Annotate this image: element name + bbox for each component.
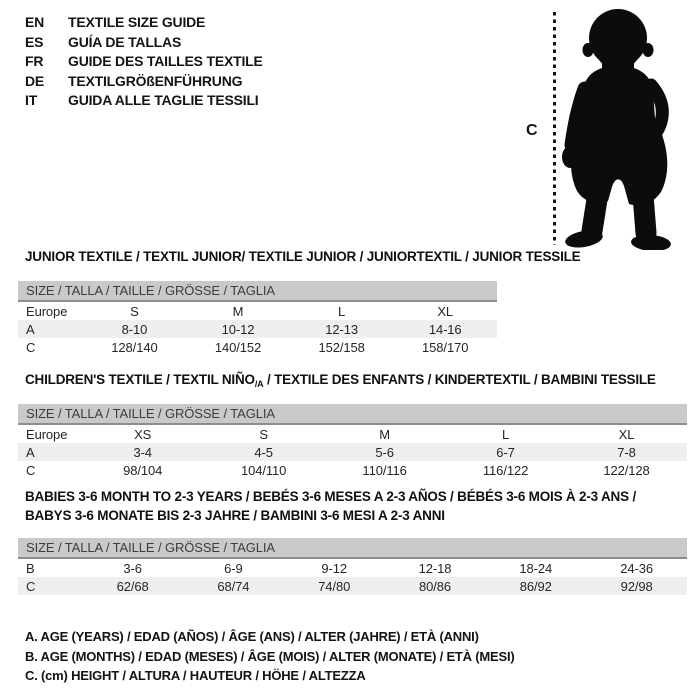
size-cell: 7-8: [566, 443, 687, 461]
size-cell: 104/110: [240, 462, 287, 478]
size-cell: 6-7: [445, 443, 566, 461]
size-cell: 12-13: [290, 320, 394, 338]
row-label: B: [26, 560, 35, 576]
lang-label: GUÍA DE TALLAS: [68, 33, 182, 50]
size-cell: 92/98: [586, 577, 687, 595]
table-row: [18, 577, 687, 595]
lang-row-fr: [25, 52, 263, 72]
size-cell: XL: [618, 426, 635, 442]
footnote-age-months: B. AGE (MONTHS) / EDAD (MESES) / ÂGE (MOIS) / ALTER (MONATE) / ETÀ (MESI): [25, 648, 515, 664]
lang-code: ES: [25, 33, 44, 50]
size-header-bar: SIZE / TALLA / TAILLE / GRÖSSE / TAGLIA: [18, 538, 687, 558]
table-row: [18, 338, 497, 356]
lang-row-it: [25, 91, 263, 111]
footnote-age-years: A. AGE (YEARS) / EDAD (AÑOS) / ÂGE (ANS) / ALTER (JAHRE) / ETÀ (ANNI): [25, 629, 479, 644]
size-cell: 110/116: [362, 462, 407, 478]
children-title-text: / TEXTILE DES ENFANTS / KINDERTEXTIL / BAMBINI TESSILE: [263, 372, 656, 387]
size-cell: 62/68: [82, 577, 183, 595]
children-size-table: [18, 404, 687, 479]
size-cell: M: [232, 303, 244, 319]
lang-row-es: [25, 33, 263, 53]
baby-silhouette-icon: [555, 5, 695, 250]
row-label: A: [18, 320, 83, 338]
size-cell: 9-12: [321, 560, 347, 576]
size-header-bar: SIZE / TALLA / TAILLE / GRÖSSE / TAGLIA: [18, 404, 687, 424]
size-header-bar: SIZE / TALLA / TAILLE / GRÖSSE / TAGLIA: [18, 281, 497, 301]
babies-title-line2: BABYS 3-6 MONATE BIS 2-3 JAHRE / BAMBINI 3-6 MESI A 2-3 ANNI: [25, 508, 445, 523]
lang-label: TEXTILGRÖßENFÜHRUNG: [68, 72, 243, 89]
babies-section-title: [25, 487, 636, 525]
size-cell: M: [379, 426, 390, 442]
size-cell: 12-18: [418, 560, 452, 576]
children-title-sub: /A: [254, 379, 264, 389]
size-cell: XS: [134, 426, 152, 442]
size-cell: 3-6: [123, 560, 142, 576]
table-row: [18, 424, 687, 443]
table-row: [18, 301, 497, 320]
footnote-height-cm: C. (cm) HEIGHT / ALTURA / HAUTEUR / HÖHE / ALTEZZA: [25, 668, 366, 683]
table-row: [18, 443, 687, 461]
size-cell: 140/152: [214, 339, 262, 355]
size-cell: S: [259, 426, 268, 442]
size-cell: 3-4: [82, 443, 203, 461]
size-cell: 98/104: [123, 462, 163, 478]
lang-label: GUIDA ALLE TAGLIE TESSILI: [68, 92, 259, 108]
row-label: C: [18, 577, 82, 595]
row-label: C: [26, 462, 36, 478]
babies-title-line1: BABIES 3-6 MONTH TO 2-3 YEARS / BEBÉS 3-6 MESES A 2-3 AÑOS / BÉBÉS 3-6 MOIS À 2-3 ANS /: [25, 489, 636, 504]
size-cell: 5-6: [324, 443, 445, 461]
size-cell: L: [501, 426, 510, 442]
size-cell: 14-16: [393, 320, 497, 338]
junior-size-table: [18, 281, 497, 356]
junior-section-title: JUNIOR TEXTILE / TEXTIL JUNIOR/ TEXTILE JUNIOR / JUNIORTEXTIL / JUNIOR TESSILE: [25, 249, 581, 264]
lang-code: FR: [25, 53, 44, 69]
size-cell: S: [130, 303, 139, 319]
children-section-title: [25, 372, 656, 389]
footnotes: [25, 627, 515, 686]
height-measure-label: C: [526, 122, 538, 139]
size-cell: L: [338, 303, 346, 319]
size-cell: 68/74: [183, 577, 284, 595]
lang-code: IT: [25, 92, 38, 108]
row-label: C: [26, 339, 36, 355]
size-cell: 86/92: [485, 577, 586, 595]
size-cell: 10-12: [186, 320, 290, 338]
table-row: [18, 320, 497, 338]
size-cell: 152/158: [318, 339, 365, 355]
size-cell: 122/128: [603, 462, 650, 478]
language-header: [25, 13, 263, 111]
table-row: [18, 558, 687, 577]
size-cell: 158/170: [422, 339, 469, 355]
lang-label: GUIDE DES TAILLES TEXTILE: [68, 53, 263, 69]
lang-label: TEXTILE SIZE GUIDE: [68, 14, 206, 30]
size-cell: 4-5: [203, 443, 324, 461]
lang-row-de: [25, 72, 263, 92]
size-cell: 18-24: [519, 560, 553, 576]
size-cell: 128/140: [111, 339, 158, 355]
row-label: Europe: [26, 426, 68, 442]
size-cell: 8-10: [83, 320, 187, 338]
lang-code: EN: [25, 14, 45, 30]
row-label: A: [18, 443, 82, 461]
children-title-text: CHILDREN'S TEXTILE / TEXTIL NIÑO: [25, 372, 255, 387]
size-cell: 24-36: [620, 560, 653, 576]
lang-code: DE: [25, 72, 45, 89]
size-cell: 6-9: [224, 560, 243, 576]
babies-size-table: [18, 538, 687, 595]
lang-row-en: [25, 13, 263, 33]
size-cell: 80/86: [385, 577, 486, 595]
table-row: [18, 461, 687, 479]
row-label: Europe: [26, 303, 68, 319]
size-cell: 74/80: [284, 577, 385, 595]
size-cell: XL: [437, 303, 454, 319]
size-cell: 116/122: [482, 462, 529, 478]
